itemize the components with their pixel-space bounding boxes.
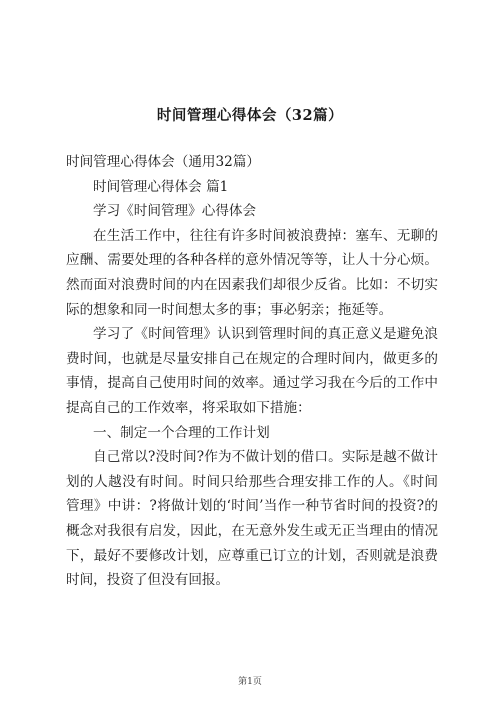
page-number: 第1页 bbox=[238, 677, 262, 687]
body-paragraph-1: 在生活工作中，往往有许多时间被浪费掉：塞车、无聊的应酬、需要处理的各种各样的意外情况等等，让人十分心烦。然而面对浪费时间的内在因素我们却很少反省。比如：不切实际的想象和同一时间想太多的事；事必躬亲；拖延等。 bbox=[66, 227, 438, 318]
list-heading-1: 一、制定一个合理的工作计划 bbox=[93, 424, 270, 441]
subtitle-paragraph: 时间管理心得体会（通用32篇） bbox=[66, 154, 261, 170]
section-heading: 时间管理心得体会 篇1 bbox=[93, 178, 229, 195]
document-body bbox=[66, 150, 438, 593]
document-title: 时间管理心得体会（32篇） bbox=[156, 107, 344, 124]
body-paragraph-2: 学习了《时间管理》认识到管理时间的真正意义是避免浪费时间，也就是尽量安排自己在规定的合理时间内，做更多的事情，提高自己使用时间的效率。通过学习我在今后的工作中提高自己的工作效率，将采取如下措施： bbox=[66, 326, 438, 416]
essay-title: 学习《时间管理》心得体会 bbox=[93, 203, 257, 220]
body-paragraph-3: 自己常以?没时间?作为不做计划的借口。实际是越不做计划的人越没有时间。时间只给那些合理安排工作的人。《时间管理》中讲：?将做计划的‘时间’当作一种节省时间的投资?的概念对我很有启发，因此，在无意外发生或无正当理由的情况下，最好不要修改计划，应尊重已订立的计划，否则就是浪费时间，投资了但没有回报。 bbox=[66, 449, 438, 589]
